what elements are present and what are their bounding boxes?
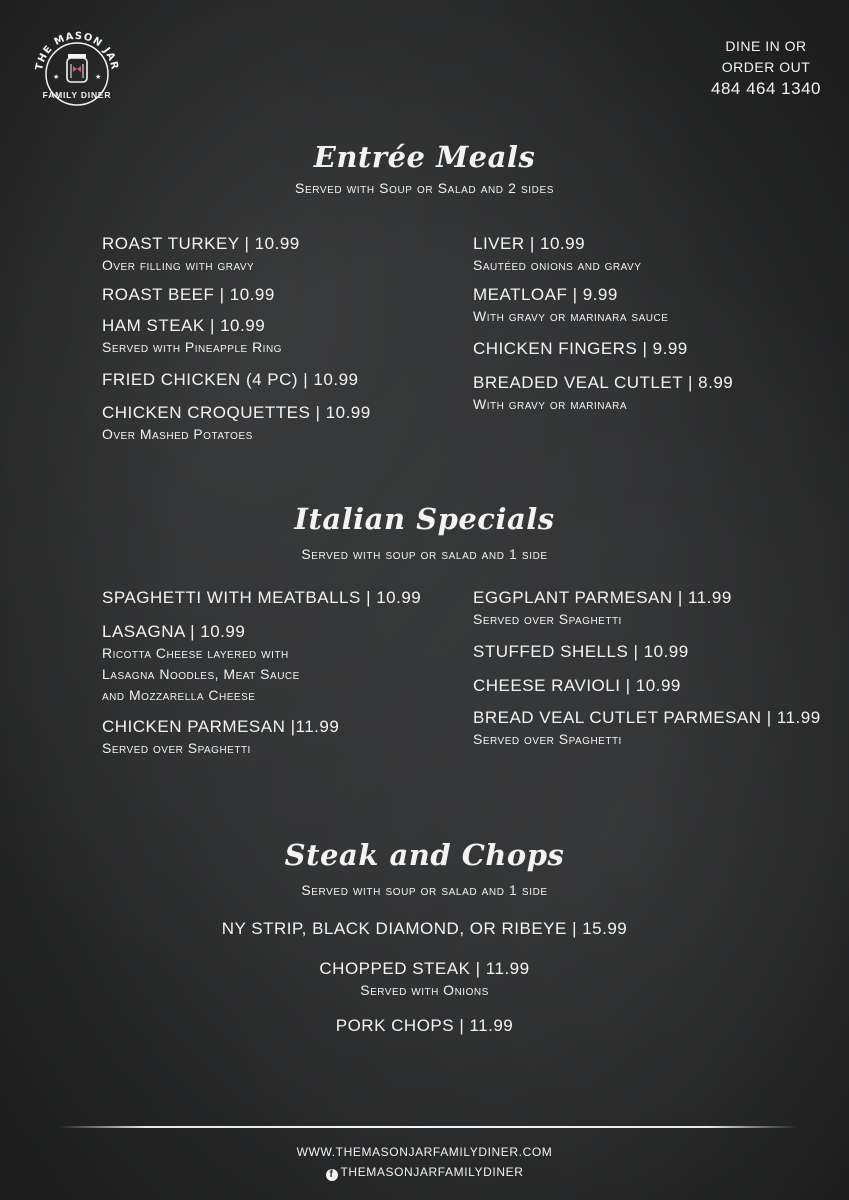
menu-item bbox=[473, 707, 821, 750]
steak-subtitle: Served with soup or salad and 1 side bbox=[301, 882, 548, 898]
item-name: LASAGNA | 10.99 bbox=[102, 622, 246, 641]
menu-item bbox=[102, 233, 371, 276]
menu-item bbox=[0, 918, 849, 940]
menu-item bbox=[473, 338, 733, 360]
item-name: BREAD VEAL CUTLET PARMESAN | 11.99 bbox=[473, 708, 821, 727]
item-name: CHOPPED STEAK | 11.99 bbox=[319, 959, 530, 978]
item-description: Served with Pineapple Ring bbox=[102, 339, 282, 355]
entree-subtitle: Served with Soup or Salad and 2 sides bbox=[295, 180, 554, 196]
entree-title: Entrée Meals bbox=[313, 140, 536, 174]
item-name: MEATLOAF | 9.99 bbox=[473, 285, 618, 304]
logo-subtitle: FAMILY DINER bbox=[42, 90, 112, 100]
menu-item bbox=[0, 958, 849, 1001]
item-description: and Mozzarella Cheese bbox=[102, 687, 256, 703]
entree-left-column bbox=[102, 233, 371, 457]
menu-item bbox=[102, 402, 371, 445]
menu-item bbox=[102, 587, 421, 609]
item-description: Ricotta Cheese layered with bbox=[102, 645, 289, 661]
menu-item bbox=[473, 372, 733, 415]
steak-title: Steak and Chops bbox=[284, 838, 565, 872]
steak-items bbox=[0, 918, 849, 1051]
menu-item bbox=[473, 675, 821, 697]
mason-jar-logo bbox=[30, 30, 124, 106]
menu-item bbox=[102, 284, 371, 306]
website-link[interactable]: WWW.THEMASONJARFAMILYDINER.COM bbox=[296, 1145, 553, 1159]
svg-text:★: ★ bbox=[53, 73, 60, 81]
menu-item bbox=[473, 284, 733, 327]
item-name: NY STRIP, BLACK DIAMOND, OR RIBEYE | 15.99 bbox=[221, 919, 628, 938]
item-description: Served with Onions bbox=[360, 982, 489, 998]
item-description: With gravy or marinara bbox=[473, 396, 628, 412]
menu-item bbox=[102, 315, 371, 358]
item-name: ROAST BEEF | 10.99 bbox=[102, 285, 275, 304]
footer-divider bbox=[58, 1126, 798, 1128]
item-description: Lasagna Noodles, Meat Sauce bbox=[102, 666, 300, 682]
item-description: Served over Spaghetti bbox=[473, 731, 622, 747]
italian-title: Italian Specials bbox=[294, 502, 555, 536]
item-name: CHEESE RAVIOLI | 10.99 bbox=[473, 676, 681, 695]
facebook-link[interactable] bbox=[0, 1165, 849, 1181]
menu-item bbox=[473, 233, 733, 276]
item-name: SPAGHETTI WITH MEATBALLS | 10.99 bbox=[102, 588, 422, 607]
item-name: HAM STEAK | 10.99 bbox=[102, 316, 266, 335]
item-description: Over Mashed Potatoes bbox=[102, 426, 253, 442]
item-name: ROAST TURKEY | 10.99 bbox=[102, 234, 300, 253]
logo-arc-text: THE MASON JAR bbox=[34, 30, 120, 72]
facebook-handle: THEMASONJARFAMILYDINER bbox=[340, 1165, 524, 1179]
phone-number: 484 464 1340 bbox=[711, 79, 821, 98]
menu-item bbox=[102, 716, 421, 759]
item-name: PORK CHOPS | 11.99 bbox=[335, 1016, 514, 1035]
menu-item bbox=[102, 621, 421, 706]
item-name: CHICKEN FINGERS | 9.99 bbox=[473, 339, 688, 358]
item-description: Served over Spaghetti bbox=[102, 740, 251, 756]
item-name: CHICKEN CROQUETTES | 10.99 bbox=[102, 403, 371, 422]
menu-item bbox=[473, 587, 821, 630]
contact-block bbox=[711, 36, 821, 100]
entree-right-column bbox=[473, 233, 733, 427]
item-name: LIVER | 10.99 bbox=[473, 234, 586, 253]
menu-item bbox=[473, 641, 821, 663]
italian-left-column bbox=[102, 587, 421, 771]
item-description: Sautéed onions and gravy bbox=[473, 257, 642, 273]
svg-text:★: ★ bbox=[95, 73, 102, 81]
contact-line1: DINE IN OR bbox=[725, 38, 807, 54]
menu-item bbox=[102, 369, 371, 391]
item-name: EGGPLANT PARMESAN | 11.99 bbox=[473, 588, 732, 607]
italian-right-column bbox=[473, 587, 821, 762]
menu-item bbox=[0, 1015, 849, 1037]
italian-subtitle: Served with soup or salad and 1 side bbox=[301, 546, 548, 562]
contact-line2: ORDER OUT bbox=[721, 59, 811, 75]
item-name: BREADED VEAL CUTLET | 8.99 bbox=[473, 373, 734, 392]
item-name: STUFFED SHELLS | 10.99 bbox=[473, 642, 689, 661]
item-name: CHICKEN PARMESAN |11.99 bbox=[102, 717, 340, 736]
item-name: FRIED CHICKEN (4 PC) | 10.99 bbox=[102, 370, 359, 389]
item-description: With gravy or marinara sauce bbox=[473, 308, 669, 324]
item-description: Served over Spaghetti bbox=[473, 611, 622, 627]
facebook-icon: f bbox=[326, 1169, 338, 1181]
item-description: Over filling with gravy bbox=[102, 257, 255, 273]
